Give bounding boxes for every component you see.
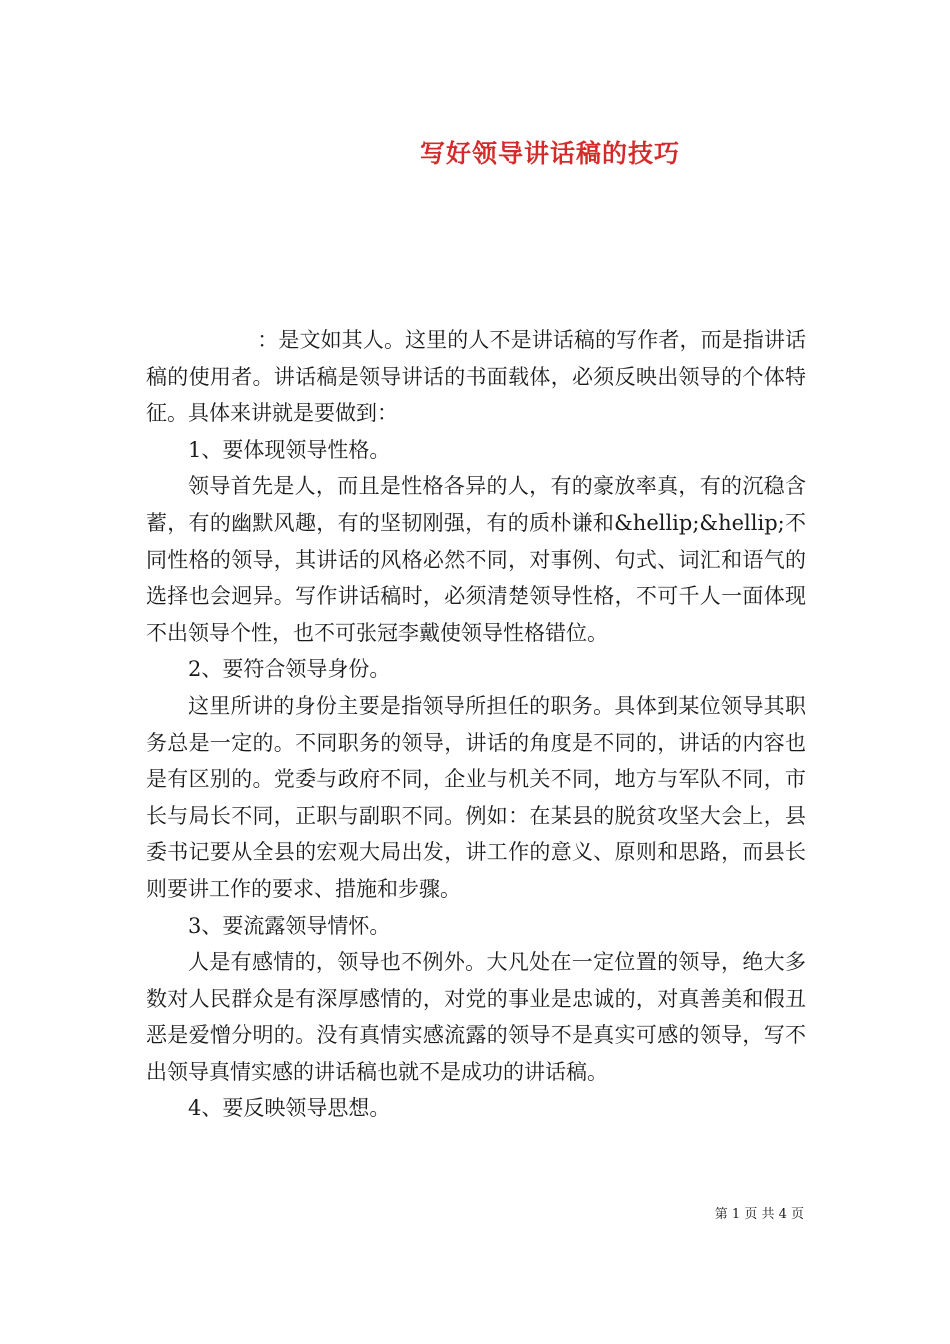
heading-feelings: 3、要流露领导情怀。: [188, 913, 391, 938]
document-body: [146, 322, 806, 1127]
heading-thoughts: 4、要反映领导思想。: [188, 1096, 391, 1121]
page-number: 第 1 页 共 4 页: [714, 1207, 804, 1222]
paragraph-intro: ：是文如其人。这里的人不是讲话稿的写作者，而是指讲话稿的使用者。讲话稿是领导讲话的书面载体，必须反映出领导的个体特征。具体来讲就是要做到：: [146, 328, 806, 426]
paragraph-personality: 领导首先是人，而且是性格各异的人，有的豪放率真，有的沉稳含蓄，有的幽默风趣，有的坚韧刚强，有的质朴谦和&hellip;&hellip;不同性格的领导，其讲话的风格必然不同，对事例、句式、词汇和语气的选择也会迥异。写作讲话稿时，必须清楚领导性格，不可千人一面体现不出领导个性，也不可张冠李戴使领导性格错位。: [146, 474, 806, 645]
heading-identity: 2、要符合领导身份。: [188, 657, 391, 682]
paragraph-feelings: 人是有感情的，领导也不例外。大凡处在一定位置的领导，绝大多数对人民群众是有深厚感情的，对党的事业是忠诚的，对真善美和假丑恶是爱憎分明的。没有真情实感流露的领导不是真实可感的领导，写不出领导真情实感的讲话稿也就不是成功的讲话稿。: [146, 950, 806, 1084]
document-title: 写好领导讲话稿的技巧: [419, 139, 680, 168]
heading-personality: 1、要体现领导性格。: [188, 437, 391, 462]
paragraph-identity: 这里所讲的身份主要是指领导所担任的职务。具体到某位领导其职务总是一定的。不同职务的领导，讲话的角度是不同的，讲话的内容也是有区别的。党委与政府不同，企业与机关不同，地方与军队不同，市长与局长不同，正职与副职不同。例如：在某县的脱贫攻坚大会上，县委书记要从全县的宏观大局出发，讲工作的意义、原则和思路，而县长则要讲工作的要求、措施和步骤。: [146, 693, 806, 901]
